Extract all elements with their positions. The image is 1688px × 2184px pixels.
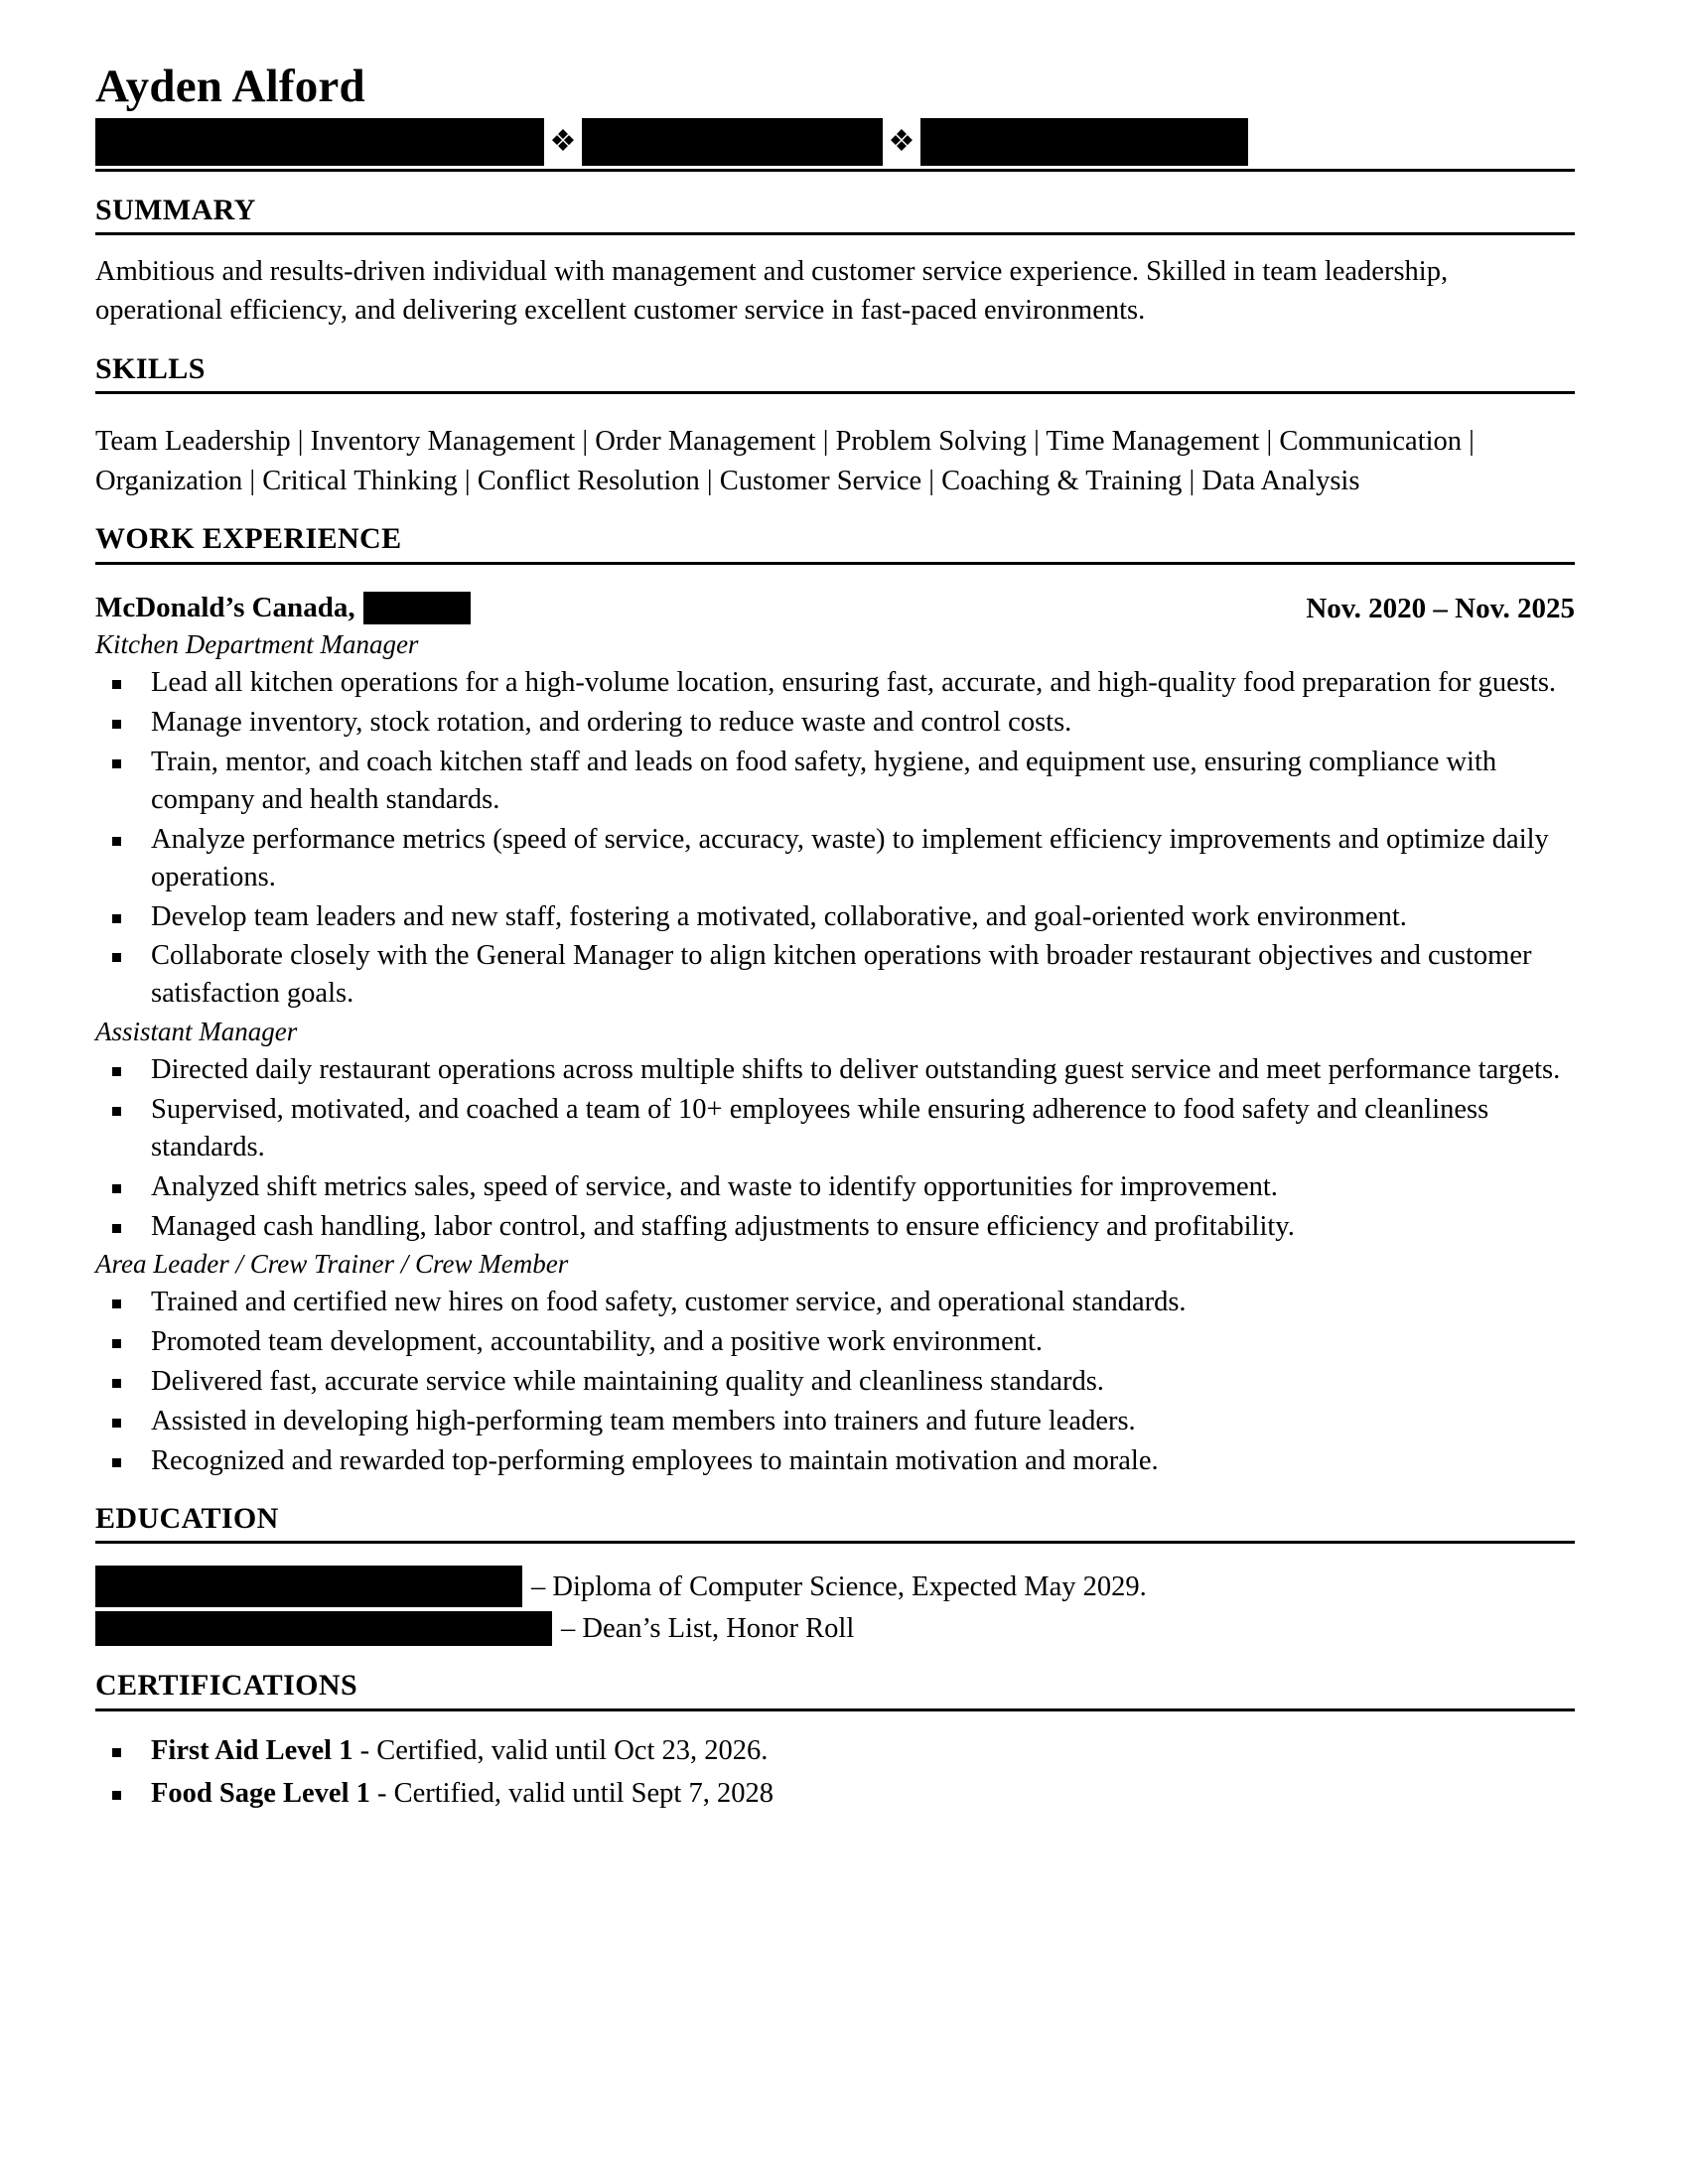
job-location-redacted bbox=[363, 592, 471, 624]
education-school-redacted bbox=[95, 1566, 522, 1607]
contact-item-redacted-1 bbox=[95, 118, 544, 166]
section-skills bbox=[95, 352, 1575, 500]
bullet-item: Analyzed shift metrics sales, speed of service, and waste to identify opportunities for improvement. bbox=[95, 1168, 1575, 1206]
certification-detail: - Certified, valid until Oct 23, 2026. bbox=[352, 1734, 769, 1766]
bullet-item: Lead all kitchen operations for a high-volume location, ensuring fast, accurate, and high-quality food preparation for guests. bbox=[95, 664, 1575, 702]
section-summary bbox=[95, 194, 1575, 331]
job-role bbox=[95, 1248, 1575, 1479]
certification-name: Food Sage Level 1 bbox=[151, 1778, 370, 1810]
resume-header bbox=[95, 62, 1575, 172]
job-role-bullets bbox=[95, 1284, 1575, 1479]
job-role bbox=[95, 1016, 1575, 1245]
certification-name: First Aid Level 1 bbox=[151, 1734, 353, 1766]
summary-text: Ambitious and results-driven individual with management and customer service experience. Skilled in team leadership, operational efficiency, and delivering excellent customer service in fast-paced environments. bbox=[95, 256, 1449, 327]
section-title-summary: SUMMARY bbox=[95, 193, 256, 226]
bullet-item: Managed cash handling, labor control, and staffing adjustments to ensure efficiency and profitability. bbox=[95, 1208, 1575, 1246]
contact-item-redacted-3 bbox=[920, 118, 1248, 166]
job-employer bbox=[95, 591, 471, 625]
diamond-ornament-icon: ❖ bbox=[549, 125, 577, 159]
bullet-item: Supervised, motivated, and coached a team of 10+ employees while ensuring adherence to food safety and cleanliness standards. bbox=[95, 1091, 1575, 1166]
job-header bbox=[95, 591, 1575, 626]
job-role-bullets bbox=[95, 664, 1575, 1013]
section-title-work-experience: WORK EXPERIENCE bbox=[95, 522, 402, 556]
candidate-name: Ayden Alford bbox=[95, 61, 365, 112]
section-divider-education bbox=[95, 1541, 1575, 1544]
bullet-item: Train, mentor, and coach kitchen staff and leads on food safety, hygiene, and equipment use, ensuring compliance with company and health standards. bbox=[95, 744, 1575, 819]
section-divider-certifications bbox=[95, 1708, 1575, 1711]
bullet-item: Promoted team development, accountability, and a positive work environment. bbox=[95, 1323, 1575, 1361]
section-title-education: EDUCATION bbox=[95, 1501, 279, 1535]
bullet-item: Develop team leaders and new staff, fostering a motivated, collaborative, and goal-oriented work environment. bbox=[95, 898, 1575, 936]
bullet-item: Delivered fast, accurate service while maintaining quality and cleanliness standards. bbox=[95, 1363, 1575, 1401]
job-roles bbox=[95, 628, 1575, 1479]
job-employer-name: McDonald’s Canada, bbox=[95, 591, 355, 623]
contact-item-redacted-2 bbox=[582, 118, 883, 166]
job-dates: Nov. 2020 – Nov. 2025 bbox=[1306, 592, 1575, 624]
job-role-title: Area Leader / Crew Trainer / Crew Member bbox=[95, 1249, 569, 1280]
education-school-redacted bbox=[95, 1611, 552, 1646]
bullet-item: Manage inventory, stock rotation, and ordering to reduce waste and control costs. bbox=[95, 704, 1575, 742]
certification-detail: - Certified, valid until Sept 7, 2028 bbox=[369, 1778, 774, 1810]
bullet-item: Trained and certified new hires on food safety, customer service, and operational standards. bbox=[95, 1284, 1575, 1321]
section-divider-skills bbox=[95, 391, 1575, 394]
header-divider bbox=[95, 169, 1575, 172]
bullet-item: Directed daily restaurant operations across multiple shifts to deliver outstanding guest service and meet performance targets. bbox=[95, 1051, 1575, 1089]
job-role bbox=[95, 628, 1575, 1013]
bullet-item: Recognized and rewarded top-performing employees to maintain motivation and morale. bbox=[95, 1442, 1575, 1480]
job-role-title: Assistant Manager bbox=[95, 1017, 298, 1047]
section-title-certifications: CERTIFICATIONS bbox=[95, 1669, 358, 1703]
education-detail: – Dean’s List, Honor Roll bbox=[561, 1613, 855, 1645]
certification-item bbox=[95, 1731, 1575, 1770]
job-role-bullets bbox=[95, 1051, 1575, 1245]
diamond-ornament-icon: ❖ bbox=[888, 125, 915, 159]
education-entry bbox=[95, 1566, 1575, 1607]
contact-row bbox=[95, 118, 1575, 167]
section-divider-work-experience bbox=[95, 562, 1575, 565]
section-education bbox=[95, 1502, 1575, 1648]
section-work-experience bbox=[95, 522, 1575, 1480]
education-detail: – Diploma of Computer Science, Expected May 2029. bbox=[531, 1570, 1147, 1602]
skills-list: Team Leadership | Inventory Management | Order Management | Problem Solving | Time Management | Communication | Organization | Critical Thinking | Conflict Resolution | Customer Service | Coaching & Training | Data Analysis bbox=[95, 426, 1475, 496]
job-role-title: Kitchen Department Manager bbox=[95, 629, 419, 660]
section-certifications bbox=[95, 1669, 1575, 1813]
section-title-skills: SKILLS bbox=[95, 351, 206, 385]
bullet-item: Assisted in developing high-performing team members into trainers and future leaders. bbox=[95, 1403, 1575, 1440]
resume-sheet bbox=[95, 62, 1575, 1814]
education-entry bbox=[95, 1610, 1575, 1647]
bullet-item: Collaborate closely with the General Manager to align kitchen operations with broader restaurant objectives and customer satisfaction goals. bbox=[95, 937, 1575, 1013]
certification-list bbox=[95, 1731, 1575, 1814]
bullet-item: Analyze performance metrics (speed of service, accuracy, waste) to implement efficiency improvements and optimize daily operations. bbox=[95, 821, 1575, 896]
section-divider-summary bbox=[95, 232, 1575, 235]
certification-item bbox=[95, 1774, 1575, 1813]
